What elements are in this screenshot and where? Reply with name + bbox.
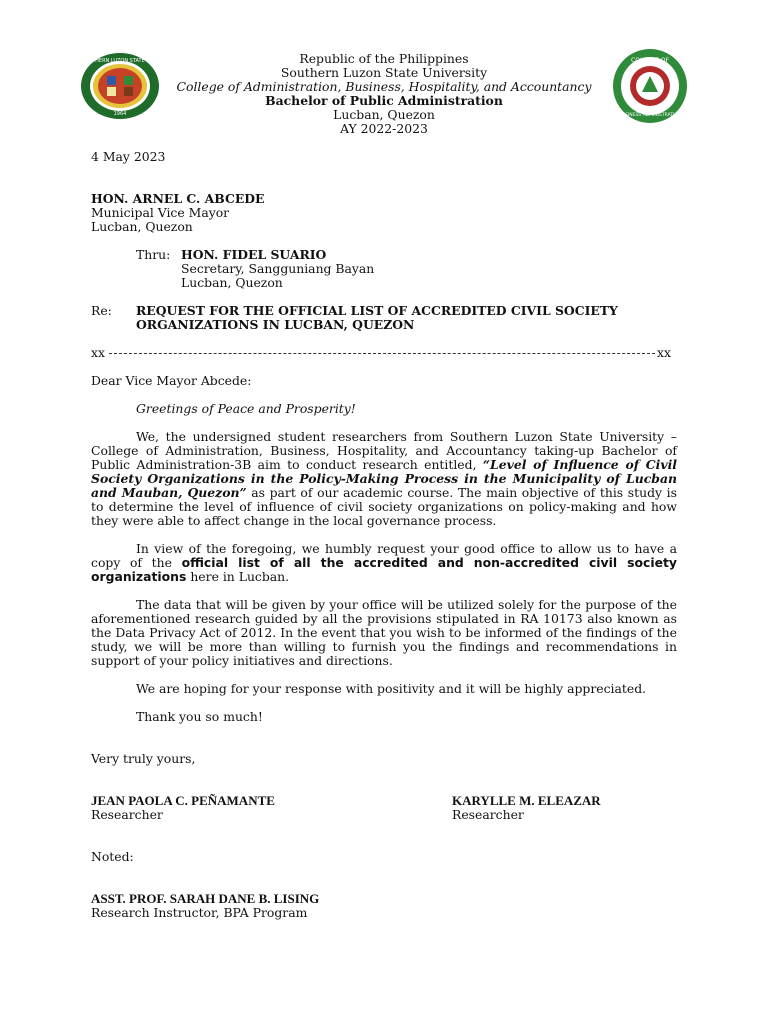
signer-1-name: JEAN PAOLA C. PEÑAMANTE	[91, 793, 275, 808]
re-subject-line1: REQUEST FOR THE OFFICIAL LIST OF ACCREDITED CIVIL SOCIETY	[136, 303, 618, 318]
requested-list: official list of all the accredited and non-accredited civil society organizations	[91, 555, 677, 584]
recipient-name: HON. ARNEL C. ABCEDE	[91, 191, 265, 206]
paragraph-5: Thank you so much!	[136, 709, 263, 724]
divider-dashes	[109, 353, 655, 354]
closing: Very truly yours,	[91, 751, 196, 766]
signer-2-name: KARYLLE M. ELEAZAR	[452, 793, 601, 808]
paragraph-1-intro: We, the undersigned student researchers from Southern Luzon State University – College of Administration, Business, Hospitality, and Accountancy taking-up Bachelor of Public Administration-3B aim to conduct research entitled,	[91, 429, 677, 472]
paragraph-4: We are hoping for your response with positivity and it will be highly appreciated.	[136, 681, 647, 696]
divider-start: xx	[91, 345, 105, 360]
signer-2-role: Researcher	[452, 807, 524, 822]
divider-end: xx	[657, 345, 671, 360]
paragraph-3: The data that will be given by your office will be utilized solely for the purpose of the aforementioned research guided by all the provisions stipulated in RA 10173 also known as the Data Privacy Act of 2012. In the event that you wish to be informed of the findings of the study, we will be more than willing to furnish you the findings and recommendations in support of your policy initiatives and directions.	[91, 597, 677, 668]
re-label: Re:	[91, 303, 112, 318]
paragraph-2-intro: In view of the foregoing, we humbly request your good office to allow us to have a copy of the	[91, 541, 677, 570]
subject-divider	[91, 346, 677, 360]
re-subject-line2: ORGANIZATIONS IN LUCBAN, QUEZON	[136, 317, 415, 332]
paragraph-2	[91, 542, 677, 584]
salutation: Dear Vice Mayor Abcede:	[91, 373, 252, 388]
svg-text:BUSINESS ADMINISTRATION: BUSINESS ADMINISTRATION	[618, 113, 682, 118]
research-title: “Level of Influence of Civil Society Organizations in the Policy-Making Process in the Municipality of Lucban and Mauban, Quezon”	[91, 457, 677, 500]
header-university: Southern Luzon State University	[280, 65, 488, 80]
header-program: Bachelor of Public Administration	[265, 93, 503, 108]
thru-name: HON. FIDEL SUARIO	[181, 247, 327, 262]
header-location: Lucban, Quezon	[333, 107, 435, 122]
letter-date: 4 May 2023	[91, 149, 166, 164]
noted-by-role: Research Instructor, BPA Program	[91, 905, 308, 920]
noted-by-name: ASST. PROF. SARAH DANE B. LISING	[91, 891, 320, 906]
greeting: Greetings of Peace and Prosperity!	[136, 401, 356, 416]
svg-text:COLLEGE OF: COLLEGE OF	[631, 57, 669, 64]
header-college: College of Administration, Business, Hospitality, and Accountancy	[176, 79, 592, 94]
paragraph-2-rest: here in Lucban.	[190, 569, 290, 584]
recipient-address: Lucban, Quezon	[91, 219, 193, 234]
header-academic-year: AY 2022-2023	[340, 121, 428, 136]
svg-text:1964: 1964	[113, 111, 127, 117]
thru-label: Thru:	[136, 247, 171, 262]
svg-text:SOUTHERN LUZON STATE UNIV: SOUTHERN LUZON STATE UNIV	[81, 58, 159, 64]
signer-1-role: Researcher	[91, 807, 163, 822]
paragraph-1	[91, 430, 677, 528]
header-republic: Republic of the Philippines	[299, 51, 469, 66]
thru-title: Secretary, Sangguniang Bayan	[181, 261, 375, 276]
paragraph-1-rest: as part of our academic course. The main objective of this study is to determine the level of influence of civil society organizations on policy-making and how they were able to affect change in the local governance process.	[91, 485, 677, 528]
thru-address: Lucban, Quezon	[181, 275, 283, 290]
noted-label: Noted:	[91, 849, 134, 864]
recipient-title: Municipal Vice Mayor	[91, 205, 230, 220]
